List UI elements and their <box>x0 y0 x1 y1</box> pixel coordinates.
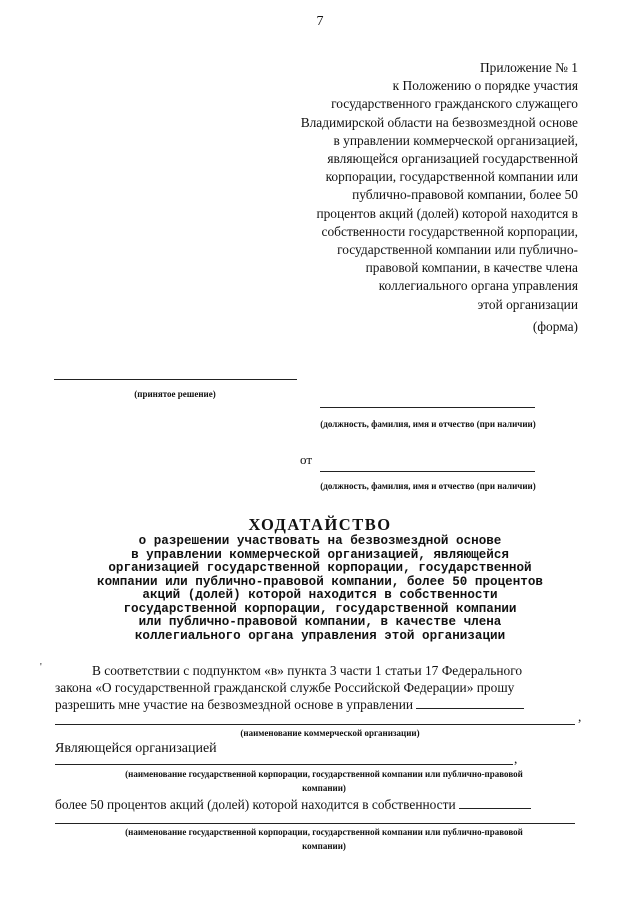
sender-line <box>320 471 535 472</box>
more50-line <box>55 796 585 813</box>
addressee-caption: (должность, фамилия, имя и отчество (при наличии) <box>320 419 536 429</box>
appendix-line: государственного гражданского служащего <box>331 96 578 112</box>
subtitle-line: акций (долей) которой находится в собственности <box>142 588 498 602</box>
corp-caption-1 <box>84 767 564 795</box>
margin-mark: ' <box>40 662 42 673</box>
body-line-3 <box>55 696 580 713</box>
page-number: 7 <box>316 14 324 29</box>
commercial-org-line[interactable] <box>55 724 575 725</box>
being-label: Являющейся организацией <box>55 741 217 756</box>
subtitle-line: о разрешении участвовать на безвозмездной основе <box>138 534 502 548</box>
decision-line <box>54 379 297 380</box>
subtitle-line: или публично-правовой компании, в качестве члена <box>138 615 502 629</box>
appendix-line: публично-правовой компании, более 50 <box>352 187 578 203</box>
appendix-line: этой организации <box>477 296 578 312</box>
commercial-org-fill-1[interactable] <box>416 697 524 709</box>
decision-caption: (принятое решение) <box>134 389 216 399</box>
appendix-line: правовой компании, в качестве члена <box>365 260 578 276</box>
appendix-line: к Положению о порядке участия <box>392 78 578 94</box>
addressee-line <box>320 407 535 408</box>
body-line-3-text: разрешить мне участие на безвозмездной основе в управлении <box>55 697 414 712</box>
commercial-org-caption: (наименование коммерческой организации) <box>240 728 420 738</box>
corp-caption-1-line-1: (наименование государственной корпорации, государственной компании или публично-правовой <box>125 769 523 779</box>
comma: , <box>578 709 582 724</box>
subtitle-line: государственной корпорации, государственной компании <box>123 601 517 616</box>
corp-caption-1-line-2: компании) <box>302 783 346 793</box>
from-label: от <box>300 452 313 467</box>
appendix-line: собственности государственной корпорации, <box>321 223 578 239</box>
comma-2: , <box>514 751 518 766</box>
appendix-line: Приложение № 1 <box>479 60 578 75</box>
form-label: (форма) <box>532 319 578 334</box>
appendix-header <box>218 59 578 314</box>
appendix-line: государственной компании или публично- <box>337 242 578 258</box>
body-line-2: закона «О государственной гражданской службе Российской Федерации» прошу <box>55 680 515 695</box>
appendix-line: процентов акций (долей) которой находится в <box>316 205 578 221</box>
appendix-line: в управлении коммерческой организацией, <box>333 132 578 148</box>
subtitle-line: организацией государственной корпорации, государственной <box>108 561 532 575</box>
subtitle-line: коллегиального органа управления этой организации <box>134 628 506 643</box>
appendix-line: Владимирской области на безвозмездной основе <box>300 114 578 130</box>
sender-caption: (должность, фамилия, имя и отчество (при наличии) <box>320 481 536 491</box>
body-line-1: В соответствии с подпунктом «в» пункта 3 части 1 статьи 17 Федерального <box>92 663 523 678</box>
appendix-line: являющейся организацией государственной <box>327 151 578 167</box>
subtitle-line: компании или публично-правовой компании, более 50 процентов <box>97 574 543 589</box>
corp-caption-2 <box>84 825 564 853</box>
corp-caption-2-line-2: компании) <box>302 841 346 851</box>
appendix-line: коллегиального органа управления <box>378 278 578 294</box>
document-title: ХОДАТАЙСТВО <box>248 515 392 534</box>
corp-line-1[interactable] <box>55 764 513 765</box>
more50-text: более 50 процентов акций (долей) которой находится в собственности <box>55 797 456 812</box>
appendix-line: корпорации, государственной компании или <box>325 169 578 185</box>
subtitle-line: в управлении коммерческой организацией, являющейся <box>131 547 509 562</box>
document-subtitle <box>60 535 580 643</box>
corp-caption-2-line-1: (наименование государственной корпорации, государственной компании или публично-правовой <box>125 827 523 837</box>
corp-line-2[interactable] <box>55 823 575 824</box>
corp-owner-fill[interactable] <box>459 797 531 809</box>
